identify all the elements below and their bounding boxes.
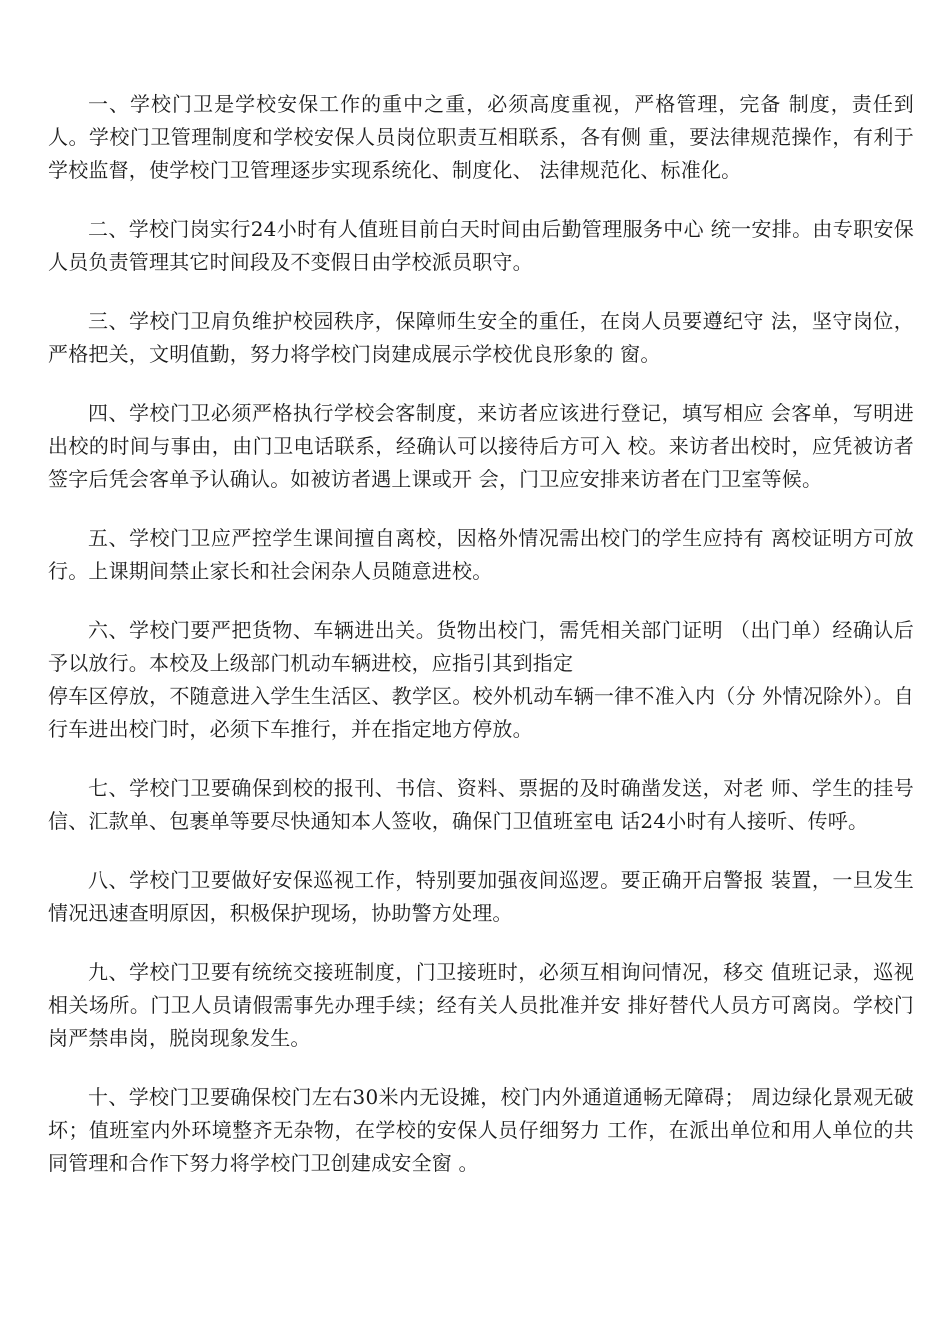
paragraph-5: 五、学校门卫应严控学生课间擅自离校，因格外情况需出校门的学生应持有 离校证明方可放行。上课期间禁止家长和社会闲杂人员随意进校。 [48, 526, 914, 583]
paragraph-9: 九、学校门卫要有统统交接班制度，门卫接班时，必须互相询问情况，移交 值班记录，巡视相关场所。门卫人员请假需事先办理手续；经有关人员批准并安 排好替代人员方可离岗。学校门岗严禁串岗，脱岗现象发生。 [48, 960, 914, 1050]
paragraph-7: 七、学校门卫要确保到校的报刊、书信、资料、票据的及时确凿发送，对老 师、学生的挂号信、汇款单、包裹单等要尽快通知本人签收，确保门卫值班室电 话24小时有人接听、传呼。 [48, 776, 914, 833]
document-body [48, 88, 914, 1206]
paragraph-3: 三、学校门卫肩负维护校园秩序，保障师生安全的重任，在岗人员要遵纪守 法，坚守岗位，严格把关，文明值勤，努力将学校门岗建成展示学校优良形象的 窗。 [48, 309, 914, 366]
paragraph-10: 十、学校门卫要确保校门左右30米内无设摊，校门内外通道通畅无障碍； 周边绿化景观无破坏；值班室内外环境整齐无杂物，在学校的安保人员仔细努力 工作，在派出单位和用人单位的共同管理和合作下努力将学校门卫创建成安全窗 。 [48, 1085, 914, 1175]
paragraph-8: 八、学校门卫要做好安保巡视工作，特别要加强夜间巡逻。要正确开启警报 装置，一旦发生情况迅速查明原因，积极保护现场，协助警方处理。 [48, 868, 914, 925]
paragraph-1: 一、学校门卫是学校安保工作的重中之重，必须高度重视，严格管理，完备 制度，责任到人。学校门卫管理制度和学校安保人员岗位职责互相联系，各有侧 重，要法律规范操作，有利于学校监督，使学校门卫管理逐步实现系统化、制度化、 法律规范化、标准化。 [48, 92, 914, 182]
paragraph-2: 二、学校门岗实行24小时有人值班目前白天时间由后勤管理服务中心 统一安排。由专职安保人员负责管理其它时间段及不变假日由学校派员职守。 [48, 217, 914, 274]
paragraph-4: 四、学校门卫必须严格执行学校会客制度，来访者应该进行登记，填写相应 会客单，写明进出校的时间与事由，由门卫电话联系，经确认可以接待后方可入 校。来访者出校时，应凭被访者签字后凭会客单予认确认。如被访者遇上课或开 会，门卫应安排来访者在门卫室等候。 [48, 401, 914, 491]
paragraph-6: 六、学校门要严把货物、车辆进出关。货物出校门，需凭相关部门证明 （出门单）经确认后予以放行。本校及上级部门机动车辆进校，应指引其到指定 停车区停放，不随意进入学生生活区、教学区。校外机动车辆一律不准入内（分 外情况除外）。自行车进出校门时，必须下车推行，并在指定地方停放。 [48, 618, 914, 741]
